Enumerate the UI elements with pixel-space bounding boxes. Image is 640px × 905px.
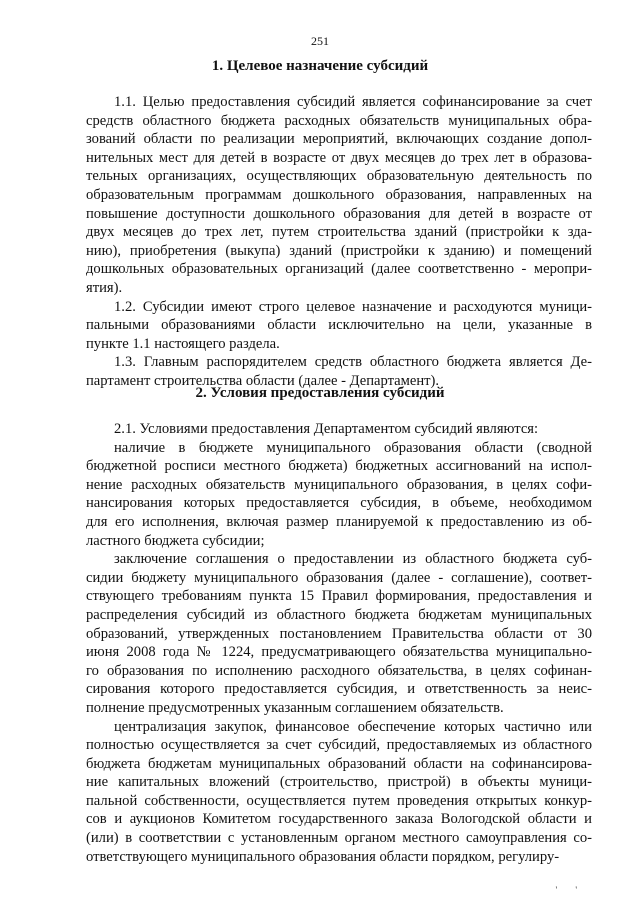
text-line: 2.1. Условиями предоставления Департаментом субсидий являются: (114, 421, 539, 437)
text-line: ние капитальных вложений (строительство, пристрой) в объекты муници- (86, 774, 592, 791)
text-line: бюджетной росписи местного бюджета) бюджетных ассигнований на испол- (86, 458, 592, 475)
text-line: бюджета бюджетам муниципальных образований области на софинансирова- (86, 755, 592, 772)
section-2-body (86, 420, 592, 866)
text-line: распределения субсидий из областного бюджета бюджетам муниципальных (86, 606, 592, 623)
text-line: пункте 1.1 настоящего раздела. (86, 335, 280, 352)
text-line: пальной собственности, осуществляется путем проведения открытых конкур- (86, 792, 592, 809)
text-line: ластного бюджета субсидии; (86, 532, 265, 549)
text-line: го образования по исполнению расходного обязательства, в целях софинан- (86, 662, 592, 679)
text-line: полностью осуществляется за счет субсидий, предоставляемых из областного (86, 737, 592, 754)
text-line: средств областного бюджета расходных обязательств муниципальных обра- (86, 112, 592, 129)
page-number: 251 (311, 34, 329, 48)
section-1-body (86, 93, 592, 391)
text-line: сидии бюджету муниципального образования (далее - соглашение), соответ- (86, 569, 592, 586)
text-line: июня 2008 года № 1224, предусматривающего обязательства муниципально- (86, 644, 592, 661)
text-line: ответствующего муниципального образования области порядком, регулиру- (86, 848, 560, 865)
text-line: 1.2. Субсидии имеют строго целевое назначение и расходуются муници- (114, 298, 592, 315)
text-line: заключение соглашения о предоставлении из областного бюджета суб- (114, 551, 592, 568)
text-line: полнение предусмотренных указанным соглашением обязательств. (86, 699, 504, 716)
text-line: нию), приобретения (выкупа) зданий (пристройки к зданию) и помещений (86, 242, 592, 259)
text-line: нительных мест для детей в возрасте от двух месяцев до трех лет в образова- (86, 149, 592, 166)
text-line: зований области по реализации мероприятий, включающих создание допол- (86, 131, 592, 148)
text-line: (или) в соответствии с установленным органом местного самоуправления со- (86, 830, 592, 847)
text-line: пальными образованиями области исключительно на цели, указанные в (86, 317, 592, 334)
text-line: нение расходных обязательств муниципального образования, в целях софи- (86, 476, 592, 493)
text-line: ятия). (86, 279, 123, 296)
text-line: образований, утвержденных постановлением Правительства области от 30 (86, 625, 592, 642)
text-line: 1.3. Главным распорядителем средств областного бюджета является Де- (114, 354, 592, 371)
section-2-heading: 2. Условия предоставления субсидий (195, 385, 445, 401)
section-1-heading: 1. Целевое назначение субсидий (211, 58, 429, 74)
text-line: нансирования которых предоставляется субсидия, в объеме, необходимом (86, 495, 592, 512)
text-line: наличие в бюджете муниципального образования области (сводной (114, 439, 592, 456)
text-line: централизация закупок, финансовое обеспечение которых частично или (114, 718, 592, 735)
text-line: партамент строительства области (далее - Департамент). (86, 372, 440, 389)
text-line: двух месяцев до трех лет, путем строительства зданий (пристройки к зда- (86, 224, 592, 241)
text-line: сирования которого предоставляется субсидия, и ответственность за неис- (86, 681, 592, 698)
text-line: образовательным программам дошкольного образования, направленных на (86, 186, 592, 203)
text-line: ствующего требованиям пункта 15 Правил формирования, предоставления и (86, 588, 592, 605)
scan-marks: ' ' (555, 885, 585, 895)
text-line: 1.1. Целью предоставления субсидий является софинансирование за счет (114, 94, 592, 110)
text-line: для его исполнения, включая размер планируемой к предоставлению из об- (86, 513, 592, 530)
text-line: дошкольных образовательных организаций (далее соответственно - меропри- (86, 261, 592, 278)
text-line: тельных организациях, осуществляющих образовательную деятельность по (86, 168, 592, 185)
text-line: повышение доступности дошкольного образования для детей в возрасте от (86, 205, 592, 222)
text-line: сов и аукционов Комитетом государственного заказа Вологодской области и (86, 811, 592, 828)
